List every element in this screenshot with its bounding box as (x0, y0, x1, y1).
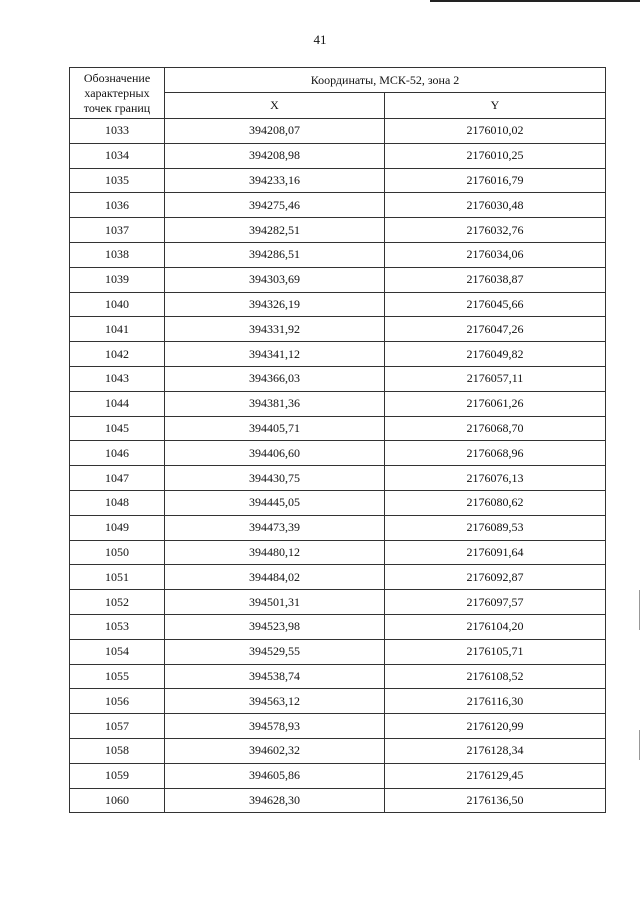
table-row (70, 441, 606, 466)
x-coordinate-cell: 394538,74 (165, 664, 385, 689)
table-row (70, 565, 606, 590)
y-coordinate-cell: 2176010,02 (385, 119, 606, 144)
point-id-cell: 1051 (70, 565, 165, 590)
table-row (70, 119, 606, 144)
x-coordinate-cell: 394282,51 (165, 218, 385, 243)
x-coordinate-cell: 394605,86 (165, 763, 385, 788)
table-row (70, 466, 606, 491)
x-coordinate-cell: 394303,69 (165, 267, 385, 292)
x-coordinate-cell: 394381,36 (165, 391, 385, 416)
point-id-cell: 1056 (70, 689, 165, 714)
point-id-cell: 1037 (70, 218, 165, 243)
x-coordinate-cell: 394523,98 (165, 614, 385, 639)
point-id-cell: 1043 (70, 366, 165, 391)
header-coordinates: Координаты, МСК-52, зона 2 (165, 68, 606, 93)
y-coordinate-cell: 2176097,57 (385, 590, 606, 615)
point-id-cell: 1042 (70, 342, 165, 367)
y-coordinate-cell: 2176104,20 (385, 614, 606, 639)
table-row (70, 490, 606, 515)
x-coordinate-cell: 394563,12 (165, 689, 385, 714)
point-id-cell: 1053 (70, 614, 165, 639)
table-body (70, 119, 606, 813)
y-coordinate-cell: 2176092,87 (385, 565, 606, 590)
table-row (70, 366, 606, 391)
point-id-cell: 1036 (70, 193, 165, 218)
table-row (70, 714, 606, 739)
x-coordinate-cell: 394445,05 (165, 490, 385, 515)
y-coordinate-cell: 2176076,13 (385, 466, 606, 491)
x-coordinate-cell: 394628,30 (165, 788, 385, 813)
point-id-cell: 1044 (70, 391, 165, 416)
table-row (70, 788, 606, 813)
table-row (70, 515, 606, 540)
y-coordinate-cell: 2176091,64 (385, 540, 606, 565)
point-id-cell: 1033 (70, 119, 165, 144)
table-row (70, 218, 606, 243)
y-coordinate-cell: 2176089,53 (385, 515, 606, 540)
y-coordinate-cell: 2176068,96 (385, 441, 606, 466)
y-coordinate-cell: 2176016,79 (385, 168, 606, 193)
table-row (70, 292, 606, 317)
x-coordinate-cell: 394286,51 (165, 242, 385, 267)
y-coordinate-cell: 2176068,70 (385, 416, 606, 441)
x-coordinate-cell: 394578,93 (165, 714, 385, 739)
y-coordinate-cell: 2176038,87 (385, 267, 606, 292)
point-id-cell: 1041 (70, 317, 165, 342)
point-id-cell: 1039 (70, 267, 165, 292)
table-row (70, 317, 606, 342)
table-row (70, 416, 606, 441)
point-id-cell: 1035 (70, 168, 165, 193)
x-coordinate-cell: 394430,75 (165, 466, 385, 491)
table-row (70, 664, 606, 689)
table-row (70, 614, 606, 639)
x-coordinate-cell: 394484,02 (165, 565, 385, 590)
point-id-cell: 1040 (70, 292, 165, 317)
x-coordinate-cell: 394473,39 (165, 515, 385, 540)
point-id-cell: 1052 (70, 590, 165, 615)
y-coordinate-cell: 2176010,25 (385, 143, 606, 168)
point-id-cell: 1057 (70, 714, 165, 739)
x-coordinate-cell: 394208,07 (165, 119, 385, 144)
y-coordinate-cell: 2176034,06 (385, 242, 606, 267)
y-coordinate-cell: 2176129,45 (385, 763, 606, 788)
table-row (70, 193, 606, 218)
y-coordinate-cell: 2176032,76 (385, 218, 606, 243)
x-coordinate-cell: 394529,55 (165, 639, 385, 664)
x-coordinate-cell: 394326,19 (165, 292, 385, 317)
page-number: 41 (313, 32, 327, 47)
y-coordinate-cell: 2176049,82 (385, 342, 606, 367)
x-coordinate-cell: 394341,12 (165, 342, 385, 367)
table-row (70, 391, 606, 416)
point-id-cell: 1049 (70, 515, 165, 540)
x-coordinate-cell: 394405,71 (165, 416, 385, 441)
table-row (70, 242, 606, 267)
y-coordinate-cell: 2176128,34 (385, 738, 606, 763)
point-id-cell: 1055 (70, 664, 165, 689)
y-coordinate-cell: 2176108,52 (385, 664, 606, 689)
x-coordinate-cell: 394275,46 (165, 193, 385, 218)
y-coordinate-cell: 2176120,99 (385, 714, 606, 739)
x-coordinate-cell: 394501,31 (165, 590, 385, 615)
y-coordinate-cell: 2176047,26 (385, 317, 606, 342)
x-coordinate-cell: 394366,03 (165, 366, 385, 391)
x-coordinate-cell: 394208,98 (165, 143, 385, 168)
header-y: Y (385, 93, 606, 119)
point-id-cell: 1058 (70, 738, 165, 763)
y-coordinate-cell: 2176105,71 (385, 639, 606, 664)
header-x: X (165, 93, 385, 119)
y-coordinate-cell: 2176061,26 (385, 391, 606, 416)
y-coordinate-cell: 2176057,11 (385, 366, 606, 391)
point-id-cell: 1046 (70, 441, 165, 466)
table-row (70, 168, 606, 193)
y-coordinate-cell: 2176136,50 (385, 788, 606, 813)
table-row (70, 143, 606, 168)
x-coordinate-cell: 394602,32 (165, 738, 385, 763)
x-coordinate-cell: 394480,12 (165, 540, 385, 565)
x-coordinate-cell: 394406,60 (165, 441, 385, 466)
table-row (70, 267, 606, 292)
table-row (70, 763, 606, 788)
y-coordinate-cell: 2176030,48 (385, 193, 606, 218)
point-id-cell: 1034 (70, 143, 165, 168)
table-row (70, 540, 606, 565)
y-coordinate-cell: 2176116,30 (385, 689, 606, 714)
table-row (70, 590, 606, 615)
x-coordinate-cell: 394331,92 (165, 317, 385, 342)
point-id-cell: 1048 (70, 490, 165, 515)
point-id-cell: 1059 (70, 763, 165, 788)
point-id-cell: 1038 (70, 242, 165, 267)
point-id-cell: 1054 (70, 639, 165, 664)
table-row (70, 342, 606, 367)
point-id-cell: 1047 (70, 466, 165, 491)
table-row (70, 738, 606, 763)
coordinates-table (69, 67, 606, 813)
y-coordinate-cell: 2176045,66 (385, 292, 606, 317)
table-row (70, 639, 606, 664)
scan-top-edge-line (430, 0, 640, 2)
x-coordinate-cell: 394233,16 (165, 168, 385, 193)
point-id-cell: 1060 (70, 788, 165, 813)
header-point-designation: Обозначение характерных точек границ (70, 68, 165, 119)
point-id-cell: 1050 (70, 540, 165, 565)
point-id-cell: 1045 (70, 416, 165, 441)
table-row (70, 689, 606, 714)
y-coordinate-cell: 2176080,62 (385, 490, 606, 515)
